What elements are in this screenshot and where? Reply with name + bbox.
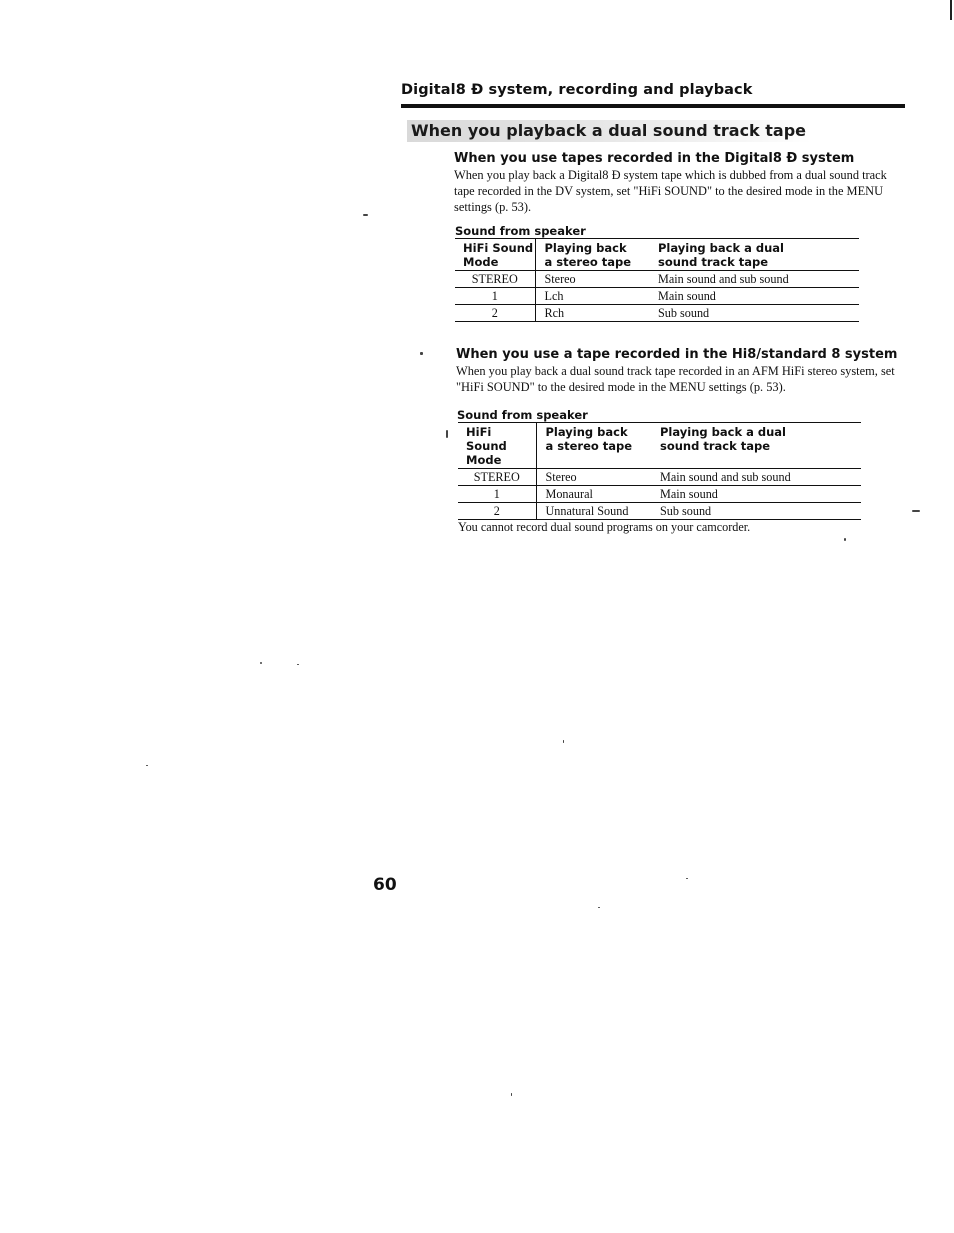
scan-speck <box>260 662 262 664</box>
cell-dual: Main sound and sub sound <box>658 271 859 288</box>
cell-mode: 2 <box>455 305 535 322</box>
scan-speck <box>446 430 448 438</box>
cell-dual: Sub sound <box>660 503 861 520</box>
header-dual-track-tape: Playing back a dual sound track tape <box>660 425 786 453</box>
table-caption-hi8: Sound from speaker <box>457 408 588 422</box>
scan-speck <box>912 510 920 512</box>
table-row <box>458 469 861 486</box>
cell-dual: Main sound <box>660 486 861 503</box>
scan-speck <box>598 907 600 908</box>
cell-mode: 1 <box>458 486 536 503</box>
cell-mode: STEREO <box>455 271 535 288</box>
header-stereo-tape: Playing back a stereo tape <box>536 423 660 469</box>
header-rule <box>401 104 905 108</box>
table-row <box>455 271 859 288</box>
subsection-heading-hi8: When you use a tape recorded in the Hi8/standard 8 system <box>456 347 898 362</box>
note-text: You cannot record dual sound programs on your camcorder. <box>458 520 751 534</box>
cell-stereo: Monaural <box>536 486 660 503</box>
cell-mode: STEREO <box>458 469 536 486</box>
page-edge-mark <box>950 0 952 20</box>
cell-dual: Main sound and sub sound <box>660 469 861 486</box>
scan-speck <box>563 740 564 743</box>
scan-speck <box>686 878 688 879</box>
scan-speck <box>297 664 299 665</box>
scan-speck <box>511 1093 512 1096</box>
header-dual-track-tape: Playing back a dual sound track tape <box>658 241 784 269</box>
cell-stereo: Lch <box>535 288 658 305</box>
header-hifi-sound-mode: HiFi Sound Mode <box>463 241 534 269</box>
cell-stereo: Unnatural Sound <box>536 503 660 520</box>
table-row <box>455 288 859 305</box>
scan-speck <box>420 352 423 355</box>
table-header-row <box>455 239 859 271</box>
table-row <box>455 305 859 322</box>
table-row <box>458 503 861 520</box>
cell-stereo: Stereo <box>536 469 660 486</box>
page-number: 60 <box>373 875 397 895</box>
sound-table-digital8 <box>455 238 859 322</box>
header-hifi-sound-mode: HiFi Sound Mode <box>466 425 507 467</box>
subsection-body-digital8: When you play back a Digital8 Ð system tape which is dubbed from a dual sound track tape recorded in the DV system, set "HiFi SOUND" to the desired mode in the MENU settings (p. 53). <box>454 168 887 214</box>
cell-mode: 1 <box>455 288 535 305</box>
section-title: When you playback a dual sound track tape <box>407 120 812 142</box>
cell-mode: 2 <box>458 503 536 520</box>
cell-stereo: Rch <box>535 305 658 322</box>
subsection-heading-digital8: When you use tapes recorded in the Digital8 Ð system <box>454 151 855 166</box>
scan-speck <box>146 765 148 766</box>
table-caption-digital8: Sound from speaker <box>455 224 586 238</box>
cell-dual: Sub sound <box>658 305 859 322</box>
sound-table-hi8 <box>458 422 861 520</box>
scan-speck <box>363 214 368 216</box>
scan-speck <box>844 538 846 541</box>
subsection-body-hi8: When you play back a dual sound track tape recorded in an AFM HiFi stereo system, set "HiFi SOUND" to the desired mode in the MENU settings (p. 53). <box>456 364 895 394</box>
cell-dual: Main sound <box>658 288 859 305</box>
table-header-row <box>458 423 861 469</box>
table-row <box>458 486 861 503</box>
header-stereo-tape: Playing back a stereo tape <box>535 239 658 271</box>
section-header: Digital8 Ð system, recording and playback <box>401 82 753 98</box>
cell-stereo: Stereo <box>535 271 658 288</box>
